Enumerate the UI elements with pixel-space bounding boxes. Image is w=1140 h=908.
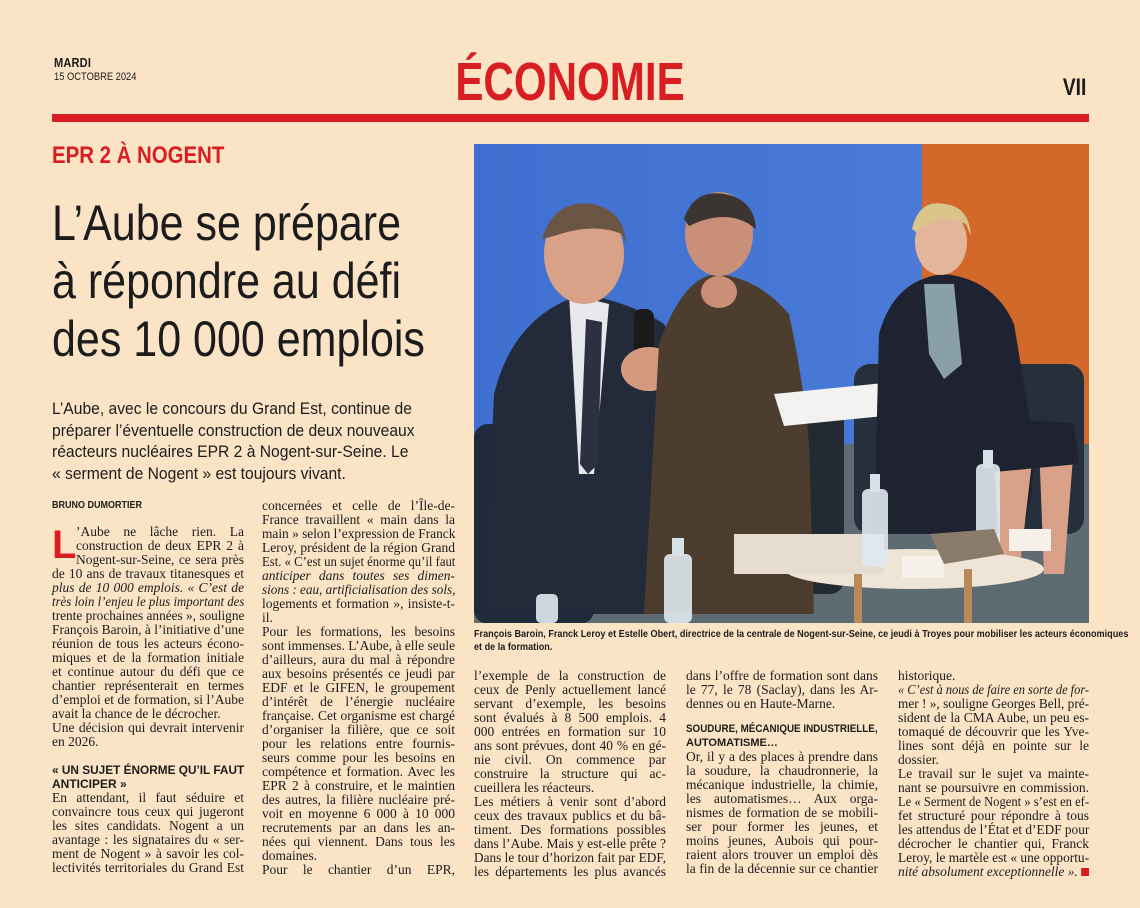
body-line: dans l’offre de formation sont dans (686, 668, 878, 683)
byline: BRUNO DUMORTIER (52, 500, 142, 511)
body-line: compétence et formation. Avec les (262, 764, 455, 779)
body-line: Leroy, le martèle est « une opportu- (898, 850, 1090, 865)
body-line: et continue autour du défi que ce (52, 664, 244, 679)
end-mark-icon (1081, 868, 1089, 876)
body-line: les sites candidats. Nogent a un (52, 818, 244, 833)
photo-caption (474, 628, 1129, 654)
body-line: d’organiser la filière, que ce soit (262, 722, 455, 737)
body-line: ceux des travaux publics et du bâ- (474, 808, 666, 823)
body-line: plus de 10 000 emplois. « C’est de (52, 580, 244, 595)
body-line: construire la structure qui ac- (474, 766, 666, 781)
body-line: Une décision qui devrait intervenir (52, 720, 244, 735)
body-line: mer ! », souligne Georges Bell, pré- (898, 696, 1090, 711)
final-line-text: nité absolument exceptionnelle ». (898, 864, 1078, 879)
body-line: les automatismes… Aux orga- (686, 791, 878, 806)
column-3 (474, 669, 666, 879)
headline-line: des 10 000 emplois (52, 311, 425, 367)
body-line: tomaqué de découvrir que les Yve- (898, 724, 1089, 739)
body-line: historique. (898, 668, 956, 683)
body-line: main » selon l’expression de Franck (262, 526, 456, 541)
body-line: dennes ou en Haute-Marne. (686, 696, 836, 711)
subhead: SOUDURE, MÉCANIQUE INDUSTRIELLE, (686, 723, 878, 735)
body-line: avait la chance de le décrocher. (52, 706, 221, 721)
body-line: construction de deux EPR 2 à (76, 538, 244, 553)
page-number: VII (1062, 74, 1086, 101)
drop-cap: L (52, 523, 77, 567)
body-line: voit en moyenne 6 000 à 10 000 (262, 806, 455, 821)
body-line: nant se poursuivre en commission. (898, 780, 1089, 795)
body-line: française. Cet organisme est chargé (262, 708, 455, 723)
article-kicker: EPR 2 À NOGENT (52, 142, 225, 169)
body-line: lines sont déjà en pointe sur le (898, 738, 1089, 753)
article-headline (52, 194, 448, 368)
body-line: d’intérêt de l’énergie nucléaire (262, 694, 455, 709)
body-line: Le « Serment de Nogent » s’est en ef- (898, 794, 1090, 809)
body-line: dans l’Aube. Mais y est-elle prête ? (474, 836, 666, 851)
body-line: servant d’exemple, les besoins (474, 696, 666, 711)
body-line: France travaillent « main dans la (262, 512, 455, 527)
subhead: AUTOMATISME… (686, 737, 778, 749)
body-line: sont immenses. L’Aube, à elle seule (262, 638, 456, 653)
body-line: sont évalués à 8 500 emplois. 4 (474, 710, 666, 725)
headline-line: à répondre au défi (52, 253, 402, 309)
body-line: recrutements par an dans les an- (262, 820, 455, 835)
column-1 (52, 525, 244, 875)
column-4 (686, 669, 878, 876)
body-line: très loin l’enjeu le plus important des (52, 594, 245, 609)
body-line: chantier représenterait en termes (52, 678, 244, 693)
caption-line: et de la formation. (474, 642, 553, 653)
body-line: Leroy, président de la région Grand (262, 540, 455, 555)
body-line: ser pour former les jeunes, et (686, 819, 878, 834)
body-line: Nogent-sur-Seine, ce sera près (76, 552, 244, 567)
body-line: pour les relations entre fournis- (262, 736, 455, 751)
caption-line: François Baroin, Franck Leroy et Estelle Obert, directrice de la centrale de Nogent-sur-Seine, ce jeudi à Troyes pour mobiliser les acteurs économiques (474, 629, 1129, 640)
body-line: 000 entrées en formation sur 10 (474, 724, 666, 739)
body-line: mécanique industrielle, la chimie, (686, 777, 878, 792)
body-line: EDF et le GIFEN, le groupement (262, 680, 455, 695)
body-line: il. (262, 610, 273, 625)
section-title: ÉCONOMIE (455, 52, 685, 112)
body-line: Est. « C’est un sujet énorme qu’il faut (262, 554, 456, 569)
body-line: En attendant, il faut séduire et (52, 790, 244, 805)
body-line: anticiper dans toutes ses dimen- (262, 568, 455, 583)
body-line: les départements les plus avancés (474, 864, 666, 879)
headline-line: L’Aube se prépare (52, 195, 402, 251)
body-line: ceux de Penly actuellement lancé (474, 682, 666, 697)
body-line: « C’est à nous de faire en sorte de for- (898, 682, 1090, 697)
body-line: François Baroin, à l’initiative d’une (52, 622, 245, 637)
subhead: « UN SUJET ÉNORME QU’IL FAUT (52, 763, 245, 777)
column-2 (262, 499, 455, 877)
issue-date: 15 OCTOBRE 2024 (54, 70, 137, 83)
body-line: avantage : les signataires du « ser- (52, 832, 244, 847)
body-line: concernées et celle de l’Île-de- (262, 498, 455, 513)
body-line (898, 865, 1089, 879)
body-line: timent. Des formations possibles (474, 822, 666, 837)
body-line: sident de la CMA Aube, un peu es- (898, 710, 1089, 725)
body-line: cueillera les réacteurs. (474, 780, 595, 795)
body-line: miques et de la formation initiale (52, 650, 244, 665)
body-line: fet structuré pour répondre à tous (898, 808, 1089, 823)
article-photo (474, 144, 1089, 623)
body-line: les attendus de l’État et d’EDF pour (898, 822, 1090, 837)
body-line: d’emploi et de formation, si l’Aube (52, 692, 244, 707)
body-line: dossier. (898, 752, 939, 767)
body-line: Le travail sur le sujet va mainte- (898, 766, 1089, 781)
body-line: domaines. (262, 848, 318, 863)
column-5 (898, 669, 1089, 879)
body-line: de 10 ans de travaux titanesques et (52, 566, 244, 581)
body-line: en 2026. (52, 734, 99, 749)
body-line: ment de Nogent » à savoir les col- (52, 846, 244, 861)
lede-line: réacteurs nucléaires EPR 2 à Nogent-sur-Seine. Le (52, 442, 409, 461)
body-line: sions : eau, artificialisation des sols, (262, 582, 456, 597)
body-line: ans sont prévues, dont 40 % en gé- (474, 738, 666, 753)
body-line: la soudure, la chaudronnerie, la (686, 763, 878, 778)
body-line: aux besoins présentés ce jeudi par (262, 666, 455, 681)
body-line: convaincre tous ceux qui jugeront (52, 804, 244, 819)
header-rule (52, 114, 1089, 122)
body-line: nées qui viennent. Dans tous les (262, 834, 455, 849)
body-line: logements et formation », insiste-t- (262, 596, 455, 611)
body-line: la fin de la décennie sur ce chantier (686, 861, 878, 876)
body-line: Pour les formations, les besoins (262, 624, 455, 639)
body-line: lectivités territoriales du Grand Est (52, 860, 244, 875)
body-line: le 77, le 78 (Saclay), dans les Ar- (686, 682, 878, 697)
subhead: ANTICIPER » (52, 777, 127, 791)
body-line: décrocher le chantier qui, Franck (898, 836, 1089, 851)
body-line: des autres, la filière nucléaire pré- (262, 792, 455, 807)
article-lede (52, 398, 475, 484)
body-line: raient alors trouver un emploi dès (686, 847, 878, 862)
body-line: nismes de formation de se mobili- (686, 805, 878, 820)
lede-line: L’Aube, avec le concours du Grand Est, continue de (52, 399, 412, 418)
weekday: MARDI (54, 55, 92, 70)
body-line: d’ailleurs, aura du mal à répondre (262, 652, 455, 667)
body-line: nie civil. On commence par (474, 752, 666, 767)
body-line: moins jeunes, Aubois qui pour- (686, 833, 878, 848)
body-line: trente prochaines années », souligne (52, 608, 245, 623)
photo-illustration (474, 144, 1089, 623)
body-line: EPR 2 à construire, et le maintien (262, 778, 455, 793)
body-line: l’exemple de la construction de (474, 668, 666, 683)
body-line: seurs comme pour les besoins en (262, 750, 455, 765)
body-line: Les métiers à venir sont d’abord (474, 794, 666, 809)
body-line: Dans le tour d’horizon fait par EDF, (474, 850, 667, 865)
lede-line: « serment de Nogent » est toujours vivant. (52, 463, 346, 483)
body-line: ’Aube ne lâche rien. La (76, 524, 244, 539)
lede-line: préparer l’éventuelle construction de deux nouveaux (52, 420, 415, 440)
body-line: Pour le chantier d’un EPR, (262, 862, 455, 877)
body-line: réunion de tous les acteurs écono- (52, 636, 244, 651)
body-line: Or, il y a des places à prendre dans (686, 749, 878, 764)
